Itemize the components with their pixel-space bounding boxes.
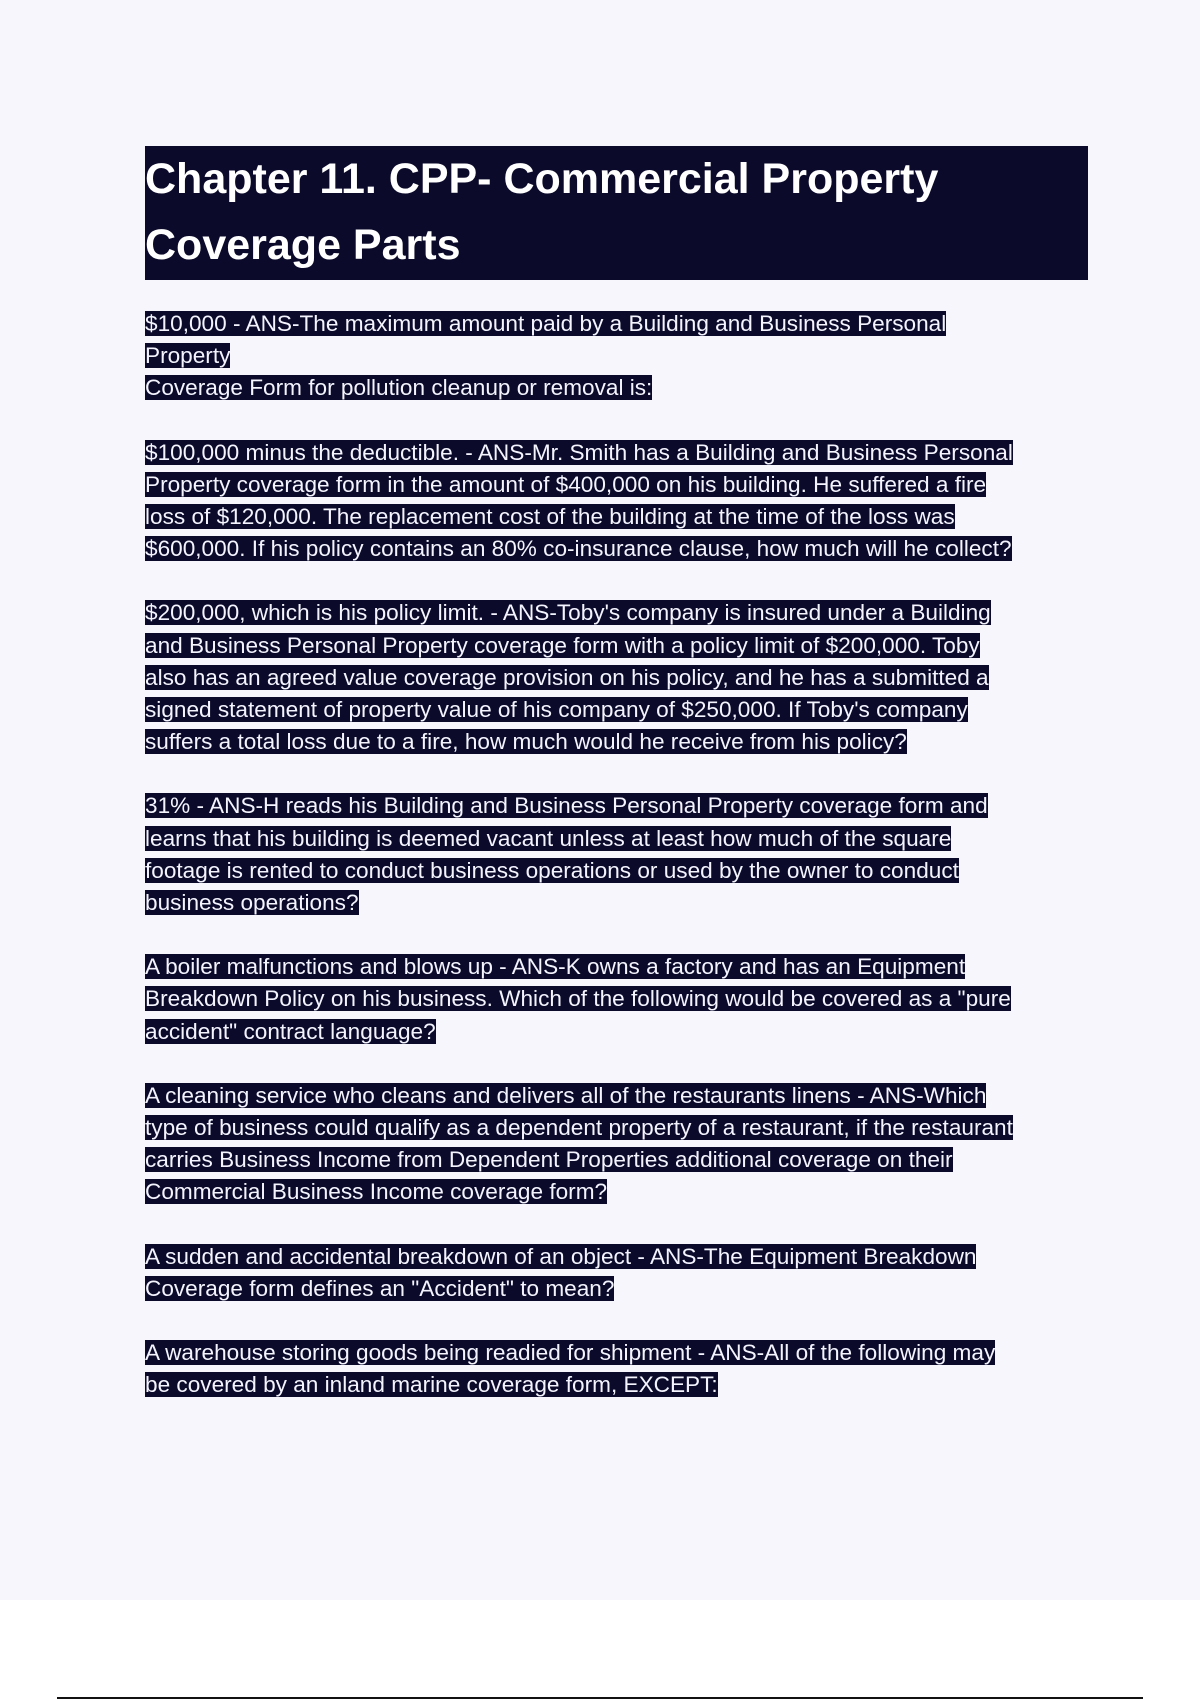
- qa-line: A boiler malfunctions and blows up - ANS-K owns a factory and has an Equipment: [145, 954, 966, 980]
- qa-line: $100,000 minus the deductible. - ANS-Mr. Smith has a Building and Business Personal: [145, 439, 1013, 465]
- qa-line: carries Business Income from Dependent Properties additional coverage on their: [145, 1147, 953, 1173]
- qa-line: be covered by an inland marine coverage form, EXCEPT:: [145, 1372, 718, 1398]
- qa-line: learns that his building is deemed vacant unless at least how much of the square: [145, 825, 952, 851]
- qa-line: business operations?: [145, 890, 359, 916]
- qa-line: $200,000, which is his policy limit. - ANS-Toby's company is insured under a Building: [145, 600, 991, 626]
- qa-line: A warehouse storing goods being readied for shipment - ANS-All of the following may: [145, 1340, 996, 1366]
- document-content: [145, 146, 1088, 1433]
- qa-item: [145, 951, 1088, 1048]
- qa-line: Property: [145, 343, 231, 369]
- qa-list: [145, 308, 1088, 1401]
- qa-line: also has an agreed value coverage provision on his policy, and he has a submitted a: [145, 664, 989, 690]
- qa-line: A cleaning service who cleans and delivers all of the restaurants linens - ANS-Which: [145, 1082, 987, 1108]
- qa-item: [145, 790, 1088, 919]
- qa-line: 31% - ANS-H reads his Building and Business Personal Property coverage form and: [145, 793, 988, 819]
- qa-line: Coverage Form for pollution cleanup or removal is:: [145, 375, 653, 401]
- qa-line: type of business could qualify as a dependent property of a restaurant, if the restaurant: [145, 1115, 1013, 1141]
- qa-line: and Business Personal Property coverage form with a policy limit of $200,000. Toby: [145, 632, 980, 658]
- qa-line: Property coverage form in the amount of $400,000 on his building. He suffered a fire: [145, 471, 987, 497]
- qa-item: [145, 597, 1088, 758]
- qa-item: [145, 1080, 1088, 1209]
- qa-item: [145, 437, 1088, 566]
- qa-item: [145, 1337, 1088, 1401]
- qa-line: $10,000 - ANS-The maximum amount paid by a Building and Business Personal: [145, 311, 947, 336]
- qa-line: signed statement of property value of his company of $250,000. If Toby's company: [145, 697, 968, 723]
- qa-item: [145, 308, 1088, 405]
- qa-line: Breakdown Policy on his business. Which of the following would be covered as a "pure: [145, 986, 1011, 1012]
- qa-line: suffers a total loss due to a fire, how much would he receive from his policy?: [145, 729, 907, 755]
- qa-line: A sudden and accidental breakdown of an object - ANS-The Equipment Breakdown: [145, 1243, 977, 1269]
- footer-divider: [57, 1697, 1143, 1699]
- chapter-title: Chapter 11. CPP- Commercial Property Coverage Parts: [145, 146, 1088, 280]
- qa-line: Coverage form defines an "Accident" to mean?: [145, 1275, 615, 1301]
- qa-item: [145, 1241, 1088, 1305]
- qa-line: accident" contract language?: [145, 1018, 436, 1044]
- qa-line: Commercial Business Income coverage form?: [145, 1179, 608, 1205]
- qa-line: loss of $120,000. The replacement cost of the building at the time of the loss was: [145, 504, 955, 530]
- qa-line: $600,000. If his policy contains an 80% co-insurance clause, how much will he collect?: [145, 536, 1012, 562]
- qa-line: footage is rented to conduct business operations or used by the owner to conduct: [145, 857, 959, 883]
